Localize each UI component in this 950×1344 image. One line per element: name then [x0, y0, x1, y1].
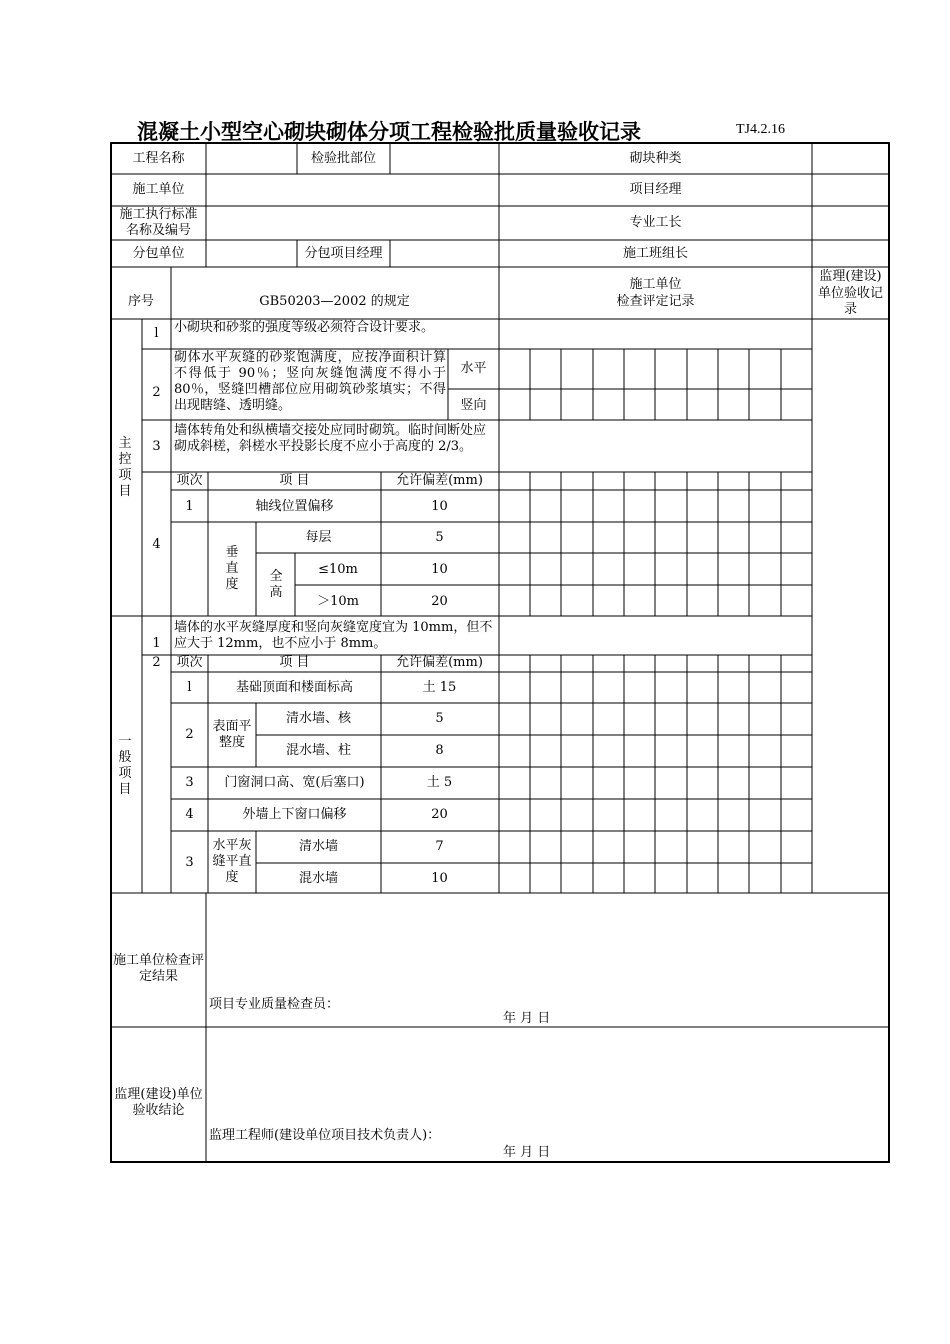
sub-pm-label: 分包项目经理 [304, 246, 383, 261]
joint-straight-no: 3 [185, 855, 194, 870]
standard-label-2: 名称及编号 [125, 223, 191, 238]
sub-item-header: 项 目 [279, 473, 310, 488]
check-result-label: 施工单位检查评定结果 [112, 953, 204, 984]
sub-tol-header: 允许偏差(mm) [396, 473, 483, 488]
opening-name: 门窗洞口高、宽(后塞口) [224, 775, 365, 790]
window-offset-no: 4 [185, 807, 194, 822]
form-code: TJ4.2.16 [736, 122, 785, 137]
main-item-3-no: 3 [152, 439, 161, 454]
main-group-label: 主控项目 [118, 436, 132, 499]
general-item-1-text: 墙体的水平灰缝厚度和竖向灰缝宽度宜为 10mm，但不应大于 12mm，也不应小于 8mm。 [174, 620, 493, 651]
joint-clear-value: 7 [435, 839, 444, 854]
project-manager-label: 项目经理 [629, 182, 682, 197]
per-floor-label: 每层 [305, 530, 332, 545]
inspector-label: 项目专业质量检查员： [209, 997, 340, 1012]
flatness-mixed-wall: 混水墙、柱 [285, 743, 351, 758]
general-sub-item-header: 项 目 [279, 655, 310, 670]
general-item-2-no: 2 [152, 655, 161, 670]
flatness-clear-value: 5 [435, 711, 444, 726]
flatness-mixed-value: 8 [435, 743, 444, 758]
seq-header: 序号 [127, 294, 154, 309]
check-header-1: 施工单位 [629, 277, 682, 292]
supervise-header-1: 监理(建设) [819, 269, 882, 284]
opening-no: 3 [185, 775, 194, 790]
block-type-label: 砌块种类 [629, 151, 682, 166]
engineer-label: 监理工程师(建设单位项目技术负责人)： [209, 1128, 441, 1143]
elevation-value: 土 15 [422, 680, 457, 695]
flatness-group: 表面平整度 [212, 719, 252, 750]
axis-offset-name: 轴线位置偏移 [255, 499, 334, 514]
elevation-name: 基础顶面和楼面标高 [235, 680, 353, 695]
main-item-4-no: 4 [152, 537, 161, 552]
project-name-label: 工程名称 [132, 151, 185, 166]
opening-value: 土 5 [426, 775, 453, 790]
team-leader-label: 施工班组长 [622, 246, 688, 261]
window-offset-name: 外墙上下窗口偏移 [242, 807, 347, 822]
flatness-clear-wall: 清水墙、核 [285, 711, 351, 726]
main-item-1-no: l [154, 326, 159, 341]
per-floor-value: 5 [435, 530, 444, 545]
supervise-header-3: 录 [843, 302, 857, 317]
subcontractor-label: 分包单位 [132, 246, 185, 261]
le10-label: ≤10m [318, 562, 358, 577]
supervise-date: 年 月 日 [503, 1145, 551, 1160]
verticality-label: 垂直度 [225, 545, 239, 592]
le10-value: 10 [431, 562, 448, 577]
window-offset-value: 20 [431, 807, 448, 822]
horizontal-label: 水平 [460, 361, 487, 376]
batch-location-label: 检验批部位 [310, 151, 376, 166]
supervise-conclusion-label: 监理(建设)单位验收结论 [114, 1087, 203, 1118]
general-sub-tol-header: 允许偏差(mm) [396, 655, 483, 670]
standard-header: GB50203—2002 的规定 [259, 294, 410, 309]
elevation-no: l [187, 680, 192, 695]
check-header-2: 检查评定记录 [616, 294, 695, 309]
main-item-3-text: 墙体转角处和纵横墙交接处应同时砌筑。临时间断处应砌成斜槎，斜槎水平投影长度不应小于高度的 2/3。 [174, 423, 487, 454]
joint-clear-wall: 清水墙 [298, 839, 338, 854]
gt10-label: ＞10m [317, 594, 359, 609]
full-height-label: 全高 [269, 569, 283, 600]
general-item-1-no: 1 [152, 636, 161, 651]
form-title: 混凝土小型空心砌块砌体分项工程检验批质量验收记录 [137, 119, 641, 144]
main-item-2-text: 砌体水平灰缝的砂浆饱满度，应按净面积计算不得低于 90％；竖向灰缝饱满度不得小于 80％，竖缝凹槽部位应用砌筑砂浆填实；不得出现瞎缝、透明缝。 [174, 350, 446, 413]
construction-unit-label: 施工单位 [132, 182, 185, 197]
standard-label-1: 施工执行标准 [119, 207, 198, 222]
supervise-header-2: 单位验收记 [817, 286, 883, 301]
main-item-2-no: 2 [152, 385, 161, 400]
vertical-label: 竖向 [460, 398, 487, 413]
sub-seq-header: 项次 [176, 473, 203, 488]
axis-offset-value: 10 [431, 499, 448, 514]
main-item-1-text: 小砌块和砂浆的强度等级必须符合设计要求。 [174, 320, 435, 335]
gt10-value: 20 [431, 594, 448, 609]
joint-mixed-value: 10 [431, 871, 448, 886]
foreman-label: 专业工长 [629, 215, 682, 230]
flatness-no: 2 [185, 727, 194, 742]
general-sub-seq-header: 项次 [176, 655, 203, 670]
project-name-field[interactable] [207, 144, 297, 173]
general-group-label: 一般项目 [118, 734, 132, 797]
check-date: 年 月 日 [503, 1011, 551, 1026]
axis-offset-no: 1 [185, 499, 194, 514]
joint-straight-group: 水平灰缝平直度 [212, 838, 252, 885]
joint-mixed-wall: 混水墙 [298, 871, 338, 886]
